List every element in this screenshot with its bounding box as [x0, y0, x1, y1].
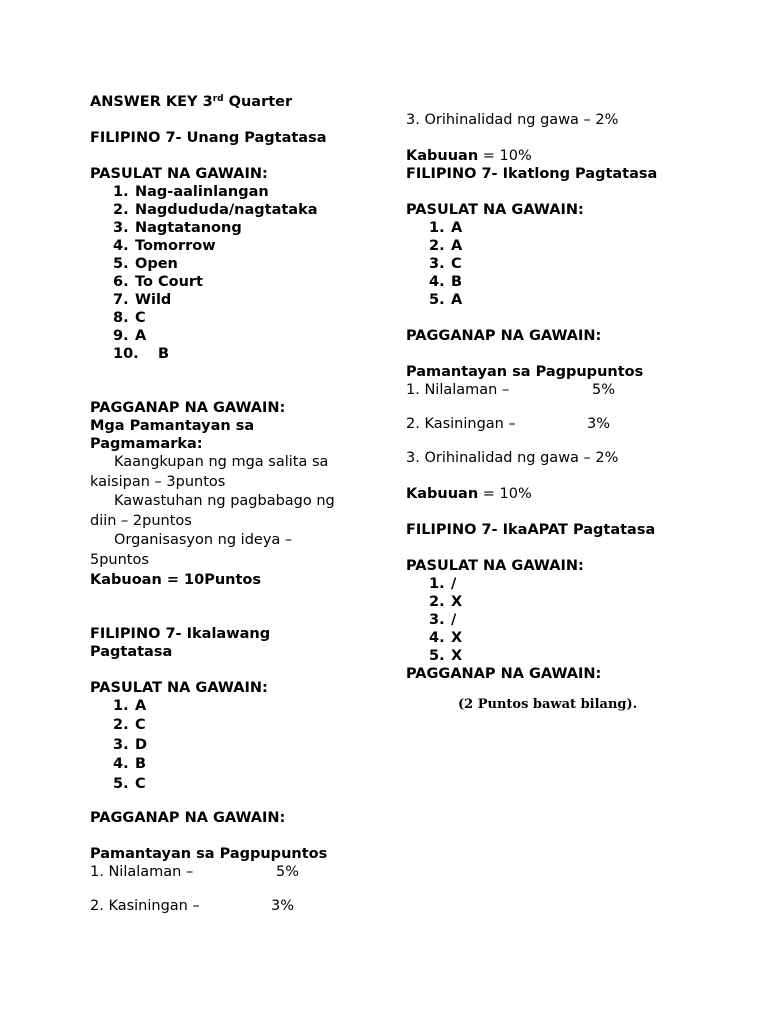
q3-heading: FILIPINO 7- Ikatlong Pagtatasa	[406, 166, 658, 182]
list-item: 2. A	[429, 238, 463, 254]
q4-pasulat-heading: PASULAT NA GAWAIN:	[406, 558, 584, 574]
q1-answer-list	[90, 183, 355, 363]
list-item: 5. X	[429, 648, 463, 664]
q2-pasulat-heading: PASULAT NA GAWAIN:	[90, 679, 268, 696]
list-item: 4. B	[113, 756, 147, 773]
q1-total: Kabuoan = 10Puntos	[90, 571, 262, 588]
document-title: ANSWER KEY 3rd Quarter	[90, 94, 293, 110]
criteria-item: Kawastuhan ng pagbabago ng diin – 2puntos	[90, 493, 335, 529]
left-column	[90, 90, 355, 915]
list-item: 2. Nagdududa/nagtataka	[113, 202, 318, 218]
q1-pagganap-heading: PAGGANAP NA GAWAIN:	[90, 400, 286, 416]
list-item: 4. X	[429, 630, 463, 646]
list-item: 3. C	[429, 256, 462, 272]
rubric-row: 1. Nilalaman – 5%	[406, 382, 616, 398]
q4-answer-list	[406, 575, 706, 665]
list-item: 7. Wild	[113, 292, 172, 308]
list-item: 1. /	[429, 576, 457, 592]
right-column	[406, 111, 706, 727]
q3-pasulat-heading: PASULAT NA GAWAIN:	[406, 202, 584, 218]
q4-pagganap-heading: PAGGANAP NA GAWAIN:	[406, 666, 602, 682]
list-item: 4. Tomorrow	[113, 238, 216, 254]
list-item: 1. A	[113, 697, 147, 714]
list-item: 5. Open	[113, 256, 178, 272]
q2-rubric-title: Pamantayan sa Pagpupuntos	[90, 845, 328, 862]
list-item: 3. /	[429, 612, 457, 628]
list-item: 2. X	[429, 594, 463, 610]
list-item: 9. A	[113, 328, 147, 344]
q2-pagganap-heading: PAGGANAP NA GAWAIN:	[90, 809, 286, 826]
criteria-item: Organisasyon ng ideya – 5puntos	[90, 532, 293, 568]
list-item: 5. C	[113, 775, 146, 792]
rubric-row: 2. Kasiningan – 3%	[90, 897, 295, 914]
q3-answer-list	[406, 219, 706, 309]
list-item: 5. A	[429, 292, 463, 308]
list-item: 3. D	[113, 736, 148, 753]
rubric-row: 2. Kasiningan – 3%	[406, 416, 611, 432]
q1-heading: FILIPINO 7- Unang Pagtatasa	[90, 130, 327, 146]
list-item: 6. To Court	[113, 274, 203, 290]
q2-heading: FILIPINO 7- Ikalawang Pagtatasa	[90, 625, 271, 660]
q4-heading: FILIPINO 7- IkaAPAT Pagtatasa	[406, 522, 656, 538]
q2-total: Kabuuan = 10%	[406, 148, 532, 164]
list-item: 1. Nag-aalinlangan	[113, 184, 269, 200]
list-item: 8. C	[113, 310, 146, 326]
list-item: 4. B	[429, 274, 463, 290]
q1-criteria-title: Mga Pamantayan sa Pagmamarka:	[90, 418, 255, 452]
q4-note: (2 Puntos bawat bilang).	[458, 697, 638, 712]
q3-pagganap-heading: PAGGANAP NA GAWAIN:	[406, 328, 602, 344]
q3-rubric-title: Pamantayan sa Pagpupuntos	[406, 364, 644, 380]
q3-total: Kabuuan = 10%	[406, 486, 532, 502]
criteria-item: Kaangkupan ng mga salita sa kaisipan – 3puntos	[90, 454, 329, 490]
q2-answer-list	[90, 697, 355, 795]
list-item: 3. Nagtatanong	[113, 220, 242, 236]
q1-pasulat-heading: PASULAT NA GAWAIN:	[90, 166, 268, 182]
list-item: 1. A	[429, 220, 463, 236]
rubric-row: 3. Orihinalidad ng gawa – 2%	[406, 450, 619, 466]
rubric-row: 1. Nilalaman – 5%	[90, 863, 300, 880]
list-item: 10. B	[113, 346, 170, 362]
list-item: 2. C	[113, 717, 146, 734]
rubric-row: 3. Orihinalidad ng gawa – 2%	[406, 112, 619, 128]
